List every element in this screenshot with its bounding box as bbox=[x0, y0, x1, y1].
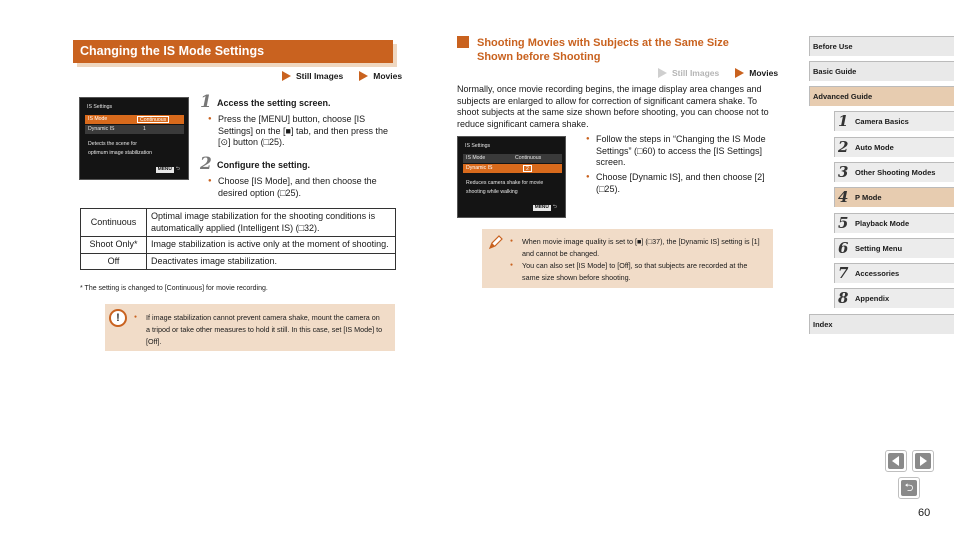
nav-index[interactable]: Index bbox=[809, 314, 954, 334]
is-mode-options-table bbox=[80, 208, 396, 270]
chevron-right-icon bbox=[920, 456, 927, 466]
screen-description: Detects the scene for optimum image stabilization bbox=[88, 141, 153, 156]
screen-description: Reduces camera shake for movie shooting while walking bbox=[466, 180, 544, 195]
table-footnote: * The setting is changed to [Continuous] for movie recording. bbox=[80, 285, 268, 292]
section-title-is-mode: Changing the IS Mode Settings bbox=[73, 40, 393, 63]
return-icon: ⮌ bbox=[175, 166, 180, 172]
screen-title: IS Settings bbox=[87, 104, 113, 110]
section-title-movies-same-size: Shooting Movies with Subjects at the Same Size Shown before Shooting bbox=[477, 37, 729, 63]
screen-row-dynamic-is: Dynamic IS 1 bbox=[85, 125, 184, 134]
intro-paragraph: Normally, once movie recording begins, the image display area changes and subjects are enlarged to allow for correction of significant camera shake. To shoot subjects at the same size shown before shooting, you can choose not to reduce significant camera shake. bbox=[457, 84, 769, 129]
caution-text: ● If image stabilization cannot prevent camera shake, mount the camera on a tripod or take other measures to hold it still. In this case, set [IS Mode] to [Off]. bbox=[134, 312, 384, 347]
return-button[interactable] bbox=[898, 477, 920, 499]
screen-row-dynamic-is: Dynamic IS 2 bbox=[463, 164, 562, 173]
nav-chapter-8[interactable]: 8 Appendix bbox=[834, 288, 954, 308]
next-page-button[interactable] bbox=[912, 450, 934, 472]
still-images-label: Still Images bbox=[296, 71, 344, 81]
nav-basic-guide[interactable]: Basic Guide bbox=[809, 61, 954, 81]
pencil-icon bbox=[488, 234, 504, 250]
caution-box bbox=[105, 304, 395, 351]
screen-row-is-mode: IS Mode Continuous bbox=[85, 115, 184, 124]
table-row: Continuous Optimal image stabilization for the shooting conditions is automatically applied (Intelligent IS) (□32). bbox=[81, 209, 396, 237]
nav-advanced-guide[interactable]: Advanced Guide bbox=[809, 86, 954, 106]
section-marker-icon bbox=[457, 36, 469, 48]
still-images-label: Still Images bbox=[672, 68, 720, 78]
chevron-left-icon bbox=[892, 456, 899, 466]
memo-text-2: ● You can also set [IS Mode] to [Off], so that subjects are recorded at the same size shown before shooting. bbox=[510, 260, 765, 284]
mode-indicators-right bbox=[658, 68, 778, 78]
movies-mode-icon bbox=[359, 71, 368, 81]
step-1-text: ● Press the [MENU] button, choose [IS Settings] on the [■] tab, and then press the [⊙] button (□25). bbox=[208, 114, 398, 149]
screen-row-is-mode: IS Mode Continuous bbox=[463, 154, 562, 163]
mode-indicators-left bbox=[282, 71, 402, 81]
still-images-mode-icon bbox=[658, 68, 667, 78]
memo-text-1: ● When movie image quality is set to [■] (□37), the [Dynamic IS] setting is [1] and cannot be changed. bbox=[510, 236, 765, 260]
step-title-2: Configure the setting. bbox=[217, 160, 310, 170]
movies-label: Movies bbox=[373, 71, 403, 81]
camera-screen-dynamic-is bbox=[457, 136, 566, 218]
return-icon: ⮌ bbox=[904, 482, 914, 494]
step-title-1: Access the setting screen. bbox=[217, 98, 331, 108]
movies-label: Movies bbox=[749, 68, 779, 78]
menu-back-indicator: MENU ⮌ bbox=[157, 166, 180, 172]
step-2-text: ● Choose [IS Mode], and then choose the desired option (□25). bbox=[208, 176, 398, 199]
table-row: Off Deactivates image stabilization. bbox=[81, 253, 396, 270]
caution-icon: ! bbox=[109, 309, 127, 327]
table-row: Shoot Only* Image stabilization is active only at the moment of shooting. bbox=[81, 237, 396, 254]
still-images-mode-icon bbox=[282, 71, 291, 81]
step-number-2: 2 bbox=[200, 154, 212, 174]
right-bullet-2: ● Choose [Dynamic IS], and then choose [2] (□25). bbox=[586, 172, 766, 195]
nav-chapter-3[interactable]: 3 Other Shooting Modes bbox=[834, 162, 954, 182]
nav-chapter-6[interactable]: 6 Setting Menu bbox=[834, 238, 954, 258]
page-number: 60 bbox=[918, 507, 931, 519]
nav-chapter-4[interactable]: 4 P Mode bbox=[834, 187, 954, 207]
movies-mode-icon bbox=[735, 68, 744, 78]
screen-title: IS Settings bbox=[465, 143, 491, 149]
camera-screen-is-settings bbox=[79, 97, 189, 180]
right-bullet-1: ● Follow the steps in “Changing the IS Mode Settings” (□60) to access the [IS Settings] screen. bbox=[586, 134, 766, 169]
step-number-1: 1 bbox=[200, 92, 212, 112]
nav-chapter-1[interactable]: 1 Camera Basics bbox=[834, 111, 954, 131]
nav-before-use[interactable]: Before Use bbox=[809, 36, 954, 56]
nav-chapter-5[interactable]: 5 Playback Mode bbox=[834, 213, 954, 233]
menu-back-indicator: MENU ⮌ bbox=[534, 204, 557, 210]
memo-box bbox=[482, 229, 773, 288]
nav-chapter-2[interactable]: 2 Auto Mode bbox=[834, 137, 954, 157]
prev-page-button[interactable] bbox=[885, 450, 907, 472]
nav-chapter-7[interactable]: 7 Accessories bbox=[834, 263, 954, 283]
return-icon: ⮌ bbox=[552, 204, 557, 210]
